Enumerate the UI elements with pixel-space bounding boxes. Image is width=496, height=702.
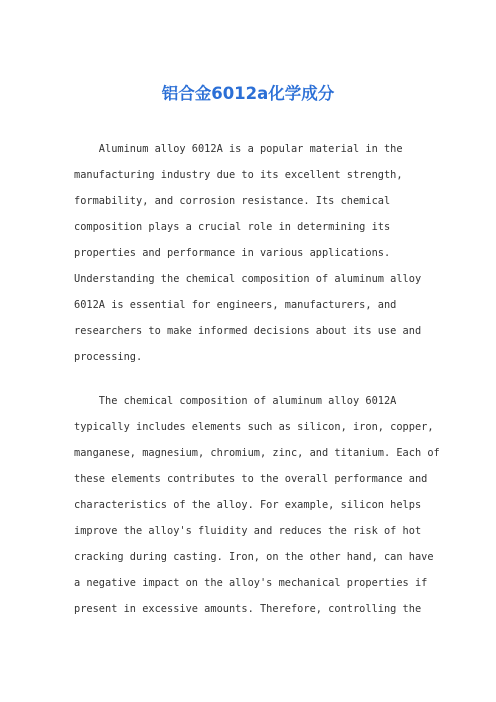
text-line: improve the alloy's fluidity and reduces the risk of hot: [74, 525, 422, 537]
text-line: composition plays a crucial role in determining its: [74, 221, 391, 233]
text-line: Understanding the chemical composition of aluminum alloy: [74, 273, 422, 285]
text-line: cracking during casting. Iron, on the other hand, can have: [74, 551, 434, 563]
text-line: manufacturing industry due to its excellent strength,: [74, 169, 403, 181]
text-line: typically includes elements such as silicon, iron, copper,: [74, 421, 434, 433]
text-line: a negative impact on the alloy's mechanical properties if: [74, 577, 428, 589]
text-line: characteristics of the alloy. For example, silicon helps: [74, 499, 422, 511]
text-line: manganese, magnesium, chromium, zinc, and titanium. Each of: [74, 447, 440, 459]
text-line: present in excessive amounts. Therefore, controlling the: [74, 603, 422, 615]
text-line: properties and performance in various applications.: [74, 247, 391, 259]
paragraph-composition: [74, 388, 440, 622]
paragraph-intro: [74, 136, 434, 370]
text-line: Aluminum alloy 6012A is a popular material in the: [74, 143, 403, 155]
text-line: processing.: [74, 351, 143, 363]
text-line: The chemical composition of aluminum alloy 6012A: [74, 395, 397, 407]
text-line: 6012A is essential for engineers, manufacturers, and: [74, 299, 397, 311]
text-line: formability, and corrosion resistance. Its chemical: [74, 195, 391, 207]
document-title: 铝合金6012a化学成分: [161, 84, 335, 103]
text-line: these elements contributes to the overall performance and: [74, 473, 428, 485]
text-line: researchers to make informed decisions about its use and: [74, 325, 422, 337]
